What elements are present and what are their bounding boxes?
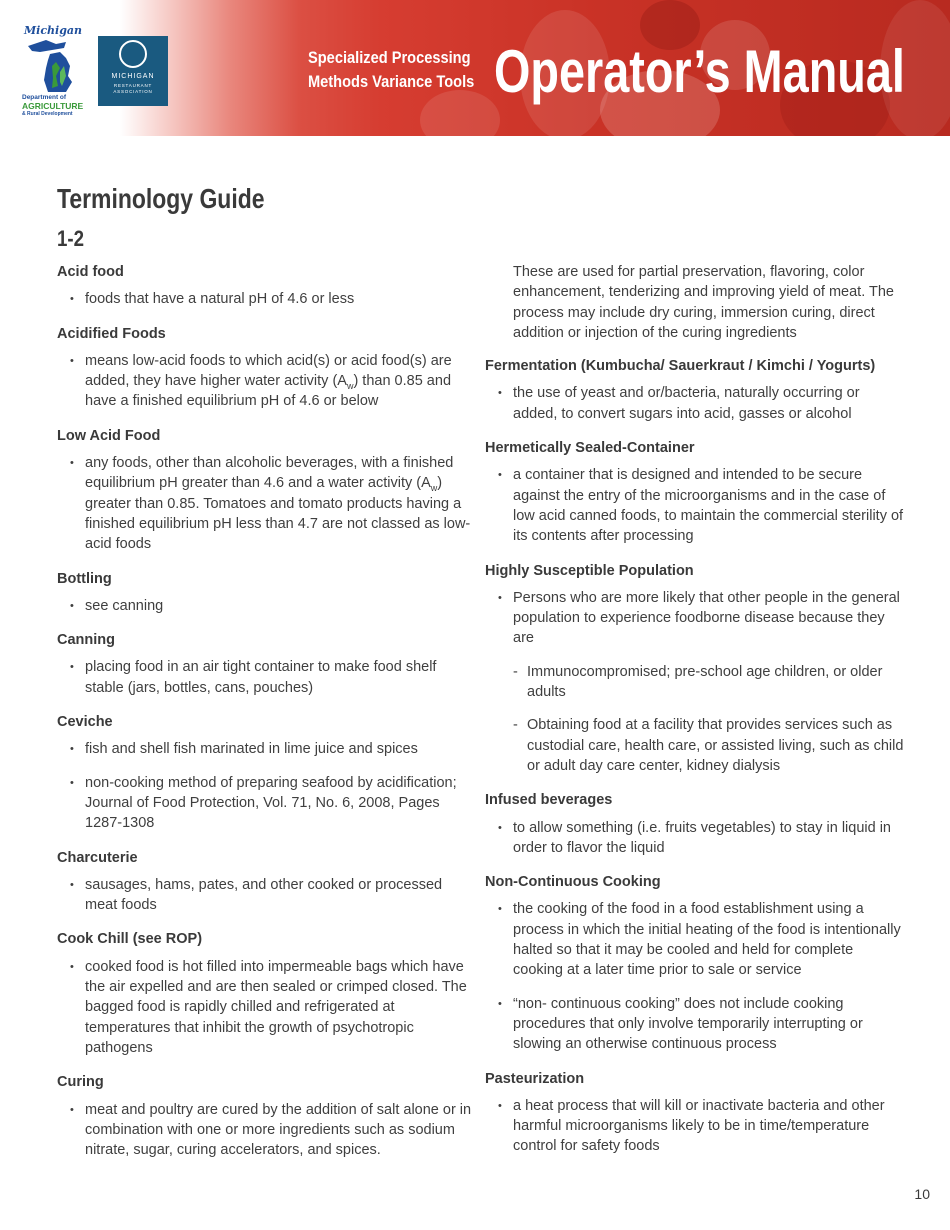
definition: • “non- continuous cooking” does not include cooking procedures that only involve temporarily interrupting or slowing an otherwise continuous process [485,994,905,1055]
subtitle-line1: Specialized Processing [308,48,471,67]
term: Curing [57,1074,104,1091]
definition: • a heat process that will kill or inactivate bacteria and other harmful microorganisms likely to be in time/temperature control for safety foods [485,1096,905,1157]
mra-logo-sub [98,83,168,95]
entry-highly-susceptible [485,561,905,777]
entry-low-acid-food [57,426,475,555]
term: Cook Chill (see ROP) [57,931,203,948]
mda-logo-line3: & Rural Development [22,111,73,117]
subscript: w [430,483,438,494]
entry-infused-beverages [485,790,905,858]
term: Ceviche [57,714,113,731]
term: Low Acid Food [57,427,161,444]
definition: • placing food in an air tight container to make food shelf stable (jars, bottles, cans, pouches) [57,657,475,698]
definition-text: any foods, other than alcoholic beverages, with a finished equilibrium pH greater than 4.6 and a water activity (A [85,455,454,492]
term: Acidified Foods [57,325,166,342]
definition-text: ) greater than 0.85. Tomatoes and tomato products having a finished equilibrium pH less than 4.7 are not classed as low-acid foods [85,475,471,553]
manual-title: Operator’s Manual [494,38,905,105]
entry-fermentation [485,356,905,424]
entry-non-continuous-cooking [485,872,905,1054]
definition: • non-cooking method of preparing seafood by acidification; Journal of Food Protection, Vol. 71, No. 6, 2008, Pages 1287-1308 [57,773,475,834]
term: Non-Continuous Cooking [485,874,661,891]
michigan-map-icon [26,36,82,94]
entry-hermetically-sealed [485,438,905,546]
sub-definition: - Immunocompromised; pre-school age children, or older adults [485,662,905,703]
term: Charcuterie [57,849,138,866]
definition: • foods that have a natural pH of 4.6 or less [57,289,475,309]
right-column [485,262,905,1171]
entry-ceviche [57,712,475,833]
term: Pasteurization [485,1070,585,1087]
definition-text: ) than 0.85 and have a finished equilibrium pH of 4.6 or below [85,373,452,410]
entry-charcuterie [57,848,475,916]
term: Acid food [57,264,124,280]
entry-curing [57,1072,475,1160]
definition: • the use of yeast and or/bacteria, naturally occurring or added, to convert sugars into acid, gasses or alcohol [485,383,905,424]
sub-definition: - Obtaining food at a facility that provides services such as custodial care, health care, or assisted living, such as child or adult day care center, kidney dialysis [485,715,905,776]
left-column [57,262,475,1174]
mda-logo [20,24,84,118]
term: Fermentation (Kumbucha/ Sauerkraut / Kimchi / Yogurts) [485,358,876,375]
definition: • Persons who are more likely that other people in the general population to experience foodborne disease because they are [485,588,905,649]
definition-text: means low-acid foods to which acid(s) or acid food(s) are added, they have higher water activity (A [85,352,452,390]
mda-logo-line1: Department of [22,94,67,101]
term: Canning [57,632,115,649]
definition: • the cooking of the food in a food establishment using a process in which the initial heating of the food is intentionally halted so that it may be cooled and held for complete cooking at a later time prior to sale or service [485,899,905,980]
subtitle-line2: Methods Variance Tools [308,72,475,91]
term: Bottling [57,570,112,587]
mra-logo-name: MICHIGAN [111,73,155,80]
term: Hermetically Sealed-Container [485,440,695,457]
term: Infused beverages [485,792,613,809]
mra-circle-icon [119,40,147,68]
definition: • sausages, hams, pates, and other cooked or processed meat foods [57,875,475,916]
definition: • fish and shell fish marinated in lime juice and spices [57,739,475,759]
mda-logo-line2: AGRICULTURE [22,101,84,111]
entry-acidified-foods [57,324,475,412]
definition [57,453,475,554]
definition [57,351,475,412]
mra-logo-sub1: RESTAURANT [113,83,153,88]
definition: • meat and poultry are cured by the addition of salt alone or in combination with one or more ingredients such as sodium nitrate, sugar, curing accelerators, and spices. [57,1100,475,1161]
entry-cook-chill [57,929,475,1058]
curing-continued: These are used for partial preservation, flavoring, color enhancement, tenderizing and improving yield of meat. The process may include dry curing, immersion curing, direct addition or injection of the curing ingredients [513,264,894,341]
mda-logo-word: Michigan [24,24,83,37]
section-number: 1-2 [57,226,85,251]
definition: • see canning [57,596,475,616]
entry-bottling [57,569,475,617]
definition: • to allow something (i.e. fruits vegetables) to stay in liquid in order to flavor the liquid [485,818,905,859]
mra-logo-sub2: ASSOCIATION [113,89,153,94]
definition: • cooked food is hot filled into impermeable bags which have the air expelled and are then sealed or crimped closed. The bagged food is rapidly chilled and refrigerated at temperatures that inhibit the growth of psychotropic pathogens [57,957,475,1058]
page-number: 10 [914,1186,930,1202]
page-header [0,0,950,136]
mra-logo [98,36,168,106]
entry-canning [57,630,475,698]
mda-logo-text [22,94,84,118]
page-heading: Terminology Guide [57,183,265,214]
entry-pasteurization [485,1069,905,1157]
term: Highly Susceptible Population [485,562,694,579]
subscript: w [346,381,354,392]
entry-acid-food [57,262,475,310]
header-subtitle [308,46,475,94]
definition: • a container that is designed and intended to be secure against the entry of the microorganisms and in the case of low acid canned foods, to maintain the commercial sterility of its contents after processing [485,465,905,546]
